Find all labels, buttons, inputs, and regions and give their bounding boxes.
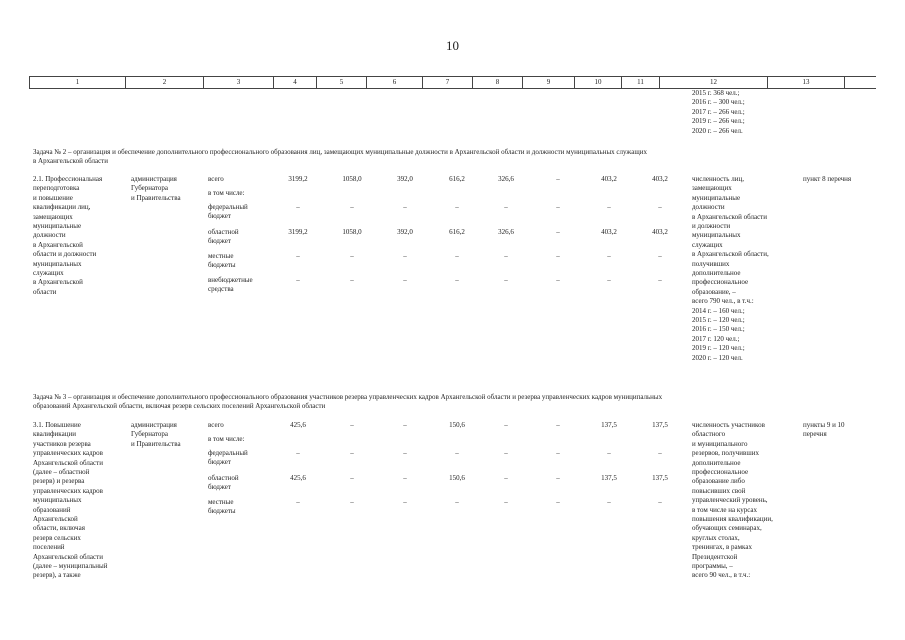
measure-name-line: области и должности: [33, 250, 97, 259]
indicator-line: 2016 г. – 150 чел.;: [692, 325, 745, 334]
header-cell-6: 6: [366, 77, 422, 88]
measure-name-line: управленческих кадров: [33, 486, 103, 495]
task-title-cont: в Архангельской области: [33, 157, 108, 165]
value-cell: 403,2: [652, 228, 668, 236]
measure-name-line: резерв), а также: [33, 571, 81, 580]
value-cell: –: [403, 498, 407, 506]
measure-name-line: 3.1. Повышение: [33, 421, 81, 429]
value-cell: 137,5: [601, 474, 617, 482]
indicator-line: повышения квалификации,: [692, 515, 773, 523]
indicator-line: обучающих семинарах,: [692, 524, 762, 533]
indicator-line: повысивших свой: [692, 486, 746, 495]
reference-line: пункты 9 и 10: [803, 421, 845, 429]
measure-name-line: (далее – областной: [33, 468, 90, 476]
value-cell: 403,2: [652, 175, 668, 183]
value-cell: –: [556, 228, 560, 236]
value-cell: –: [403, 276, 407, 284]
executor-line: администрация: [131, 421, 177, 429]
indicator-line: должности: [692, 203, 725, 212]
funding-source: бюджет: [208, 458, 231, 467]
indicator-line: 2019 г. – 266 чел.;: [692, 117, 745, 126]
indicator-line: муниципальных: [692, 231, 741, 240]
value-cell: –: [556, 498, 560, 506]
value-cell: –: [455, 498, 459, 506]
measure-name-line: должности: [33, 231, 66, 240]
value-cell: 616,2: [449, 175, 465, 183]
funding-source: всего: [208, 421, 224, 429]
value-cell: 137,5: [652, 474, 668, 482]
indicator-line: профессиональное: [692, 468, 749, 476]
funding-source: бюджет: [208, 483, 231, 492]
indicator-line: численность участников: [692, 421, 765, 429]
measure-name-line: резерв) и резерва: [33, 477, 85, 486]
header-cell-12: 12: [659, 77, 767, 88]
indicator-line: 2014 г. – 160 чел.;: [692, 306, 745, 315]
page-number: 10: [446, 38, 459, 53]
indicator-line: 2017 г. – 266 чел.;: [692, 107, 745, 116]
value-cell: –: [504, 421, 508, 429]
value-cell: 616,2: [449, 228, 465, 236]
header-cell-2: 2: [125, 77, 203, 88]
value-cell: 392,0: [397, 175, 413, 183]
indicator-line: 2019 г. – 120 чел.;: [692, 344, 745, 353]
header-cell-5: 5: [316, 77, 366, 88]
value-cell: 1058,0: [342, 175, 362, 183]
value-cell: –: [296, 276, 300, 284]
value-cell: –: [350, 498, 354, 506]
value-cell: –: [556, 474, 560, 482]
measure-name-line: замещающих: [33, 212, 73, 221]
measure-name-line: муниципальных: [33, 259, 82, 268]
value-cell: –: [403, 474, 407, 482]
indicator-line: получивших: [692, 259, 730, 268]
value-cell: –: [556, 449, 560, 457]
measure-name-line: квалификации: [33, 430, 76, 439]
header-cell-9: 9: [522, 77, 574, 88]
measure-name-line: Архангельской области: [33, 458, 103, 467]
funding-source: бюджет: [208, 212, 231, 221]
measure-name-line: и повышение: [33, 193, 73, 202]
measure-name-line: в Архангельской: [33, 240, 83, 249]
measure-name-line: Архангельской области: [33, 552, 103, 561]
indicator-line: 2015 г. – 120 чел.;: [692, 316, 745, 324]
value-cell: 403,2: [601, 228, 617, 236]
value-cell: 3199,2: [288, 175, 308, 183]
header-cell-3: 3: [203, 77, 273, 88]
value-cell: –: [455, 276, 459, 284]
measure-name-line: 2.1. Профессиональная: [33, 175, 103, 183]
header-cell-4: 4: [273, 77, 316, 88]
funding-source: областной: [208, 474, 239, 482]
value-cell: –: [504, 474, 508, 482]
value-cell: –: [403, 421, 407, 429]
value-cell: –: [403, 252, 407, 260]
value-cell: –: [455, 252, 459, 260]
indicator-line: 2020 г. – 266 чел.: [692, 126, 743, 135]
executor-line: Губернатора: [131, 184, 169, 193]
indicator-line: 2016 г. – 300 чел.;: [692, 98, 745, 107]
measure-name-line: образований: [33, 505, 71, 514]
value-cell: –: [350, 421, 354, 429]
value-cell: 137,5: [652, 421, 668, 429]
value-cell: –: [296, 449, 300, 457]
funding-source: бюджет: [208, 237, 231, 246]
indicator-line: в том числе на курсах: [692, 505, 757, 514]
header-cell-13: 13: [767, 77, 845, 88]
header-cell-1: 1: [29, 77, 125, 88]
funding-source: местные: [208, 252, 234, 260]
measure-name-line: муниципальные: [33, 222, 82, 230]
task-heading: [33, 393, 875, 411]
funding-source: внебюджетные: [208, 276, 253, 284]
measure-name-line: служащих: [33, 269, 64, 277]
measure-name-line: переподготовка: [33, 184, 80, 193]
measure-name-line: резерв сельских: [33, 533, 81, 542]
value-cell: –: [403, 449, 407, 457]
indicator-line: и муниципального: [692, 439, 748, 448]
measure-name-line: управленческих кадров: [33, 449, 103, 458]
indicator-line: муниципальные: [692, 193, 741, 202]
indicator-line: профессиональное: [692, 278, 749, 287]
value-cell: 403,2: [601, 175, 617, 183]
table-header-row: [29, 76, 876, 89]
indicator-line: резервов, получивших: [692, 449, 759, 458]
header-cell-8: 8: [472, 77, 522, 88]
funding-source: федеральный: [208, 203, 248, 211]
executor-line: и Правительства: [131, 193, 181, 202]
value-cell: 1058,0: [342, 228, 362, 236]
value-cell: –: [350, 449, 354, 457]
reference-line: пункт 8 перечня: [803, 175, 852, 183]
task-title: Задача № 3 – организация и обеспечение дополнительного профессионального образования участников резерва управленческих кадров Архангельской области и резерва управленческих кадров муниципальных: [33, 393, 663, 401]
header-cell-11: 11: [621, 77, 659, 88]
value-cell: 326,6: [498, 228, 514, 236]
reference-line: перечня: [803, 430, 827, 439]
value-cell: 326,6: [498, 175, 514, 183]
value-cell: –: [455, 203, 459, 211]
indicator-line: служащих: [692, 240, 723, 249]
value-cell: –: [556, 421, 560, 429]
value-cell: –: [504, 449, 508, 457]
value-cell: –: [350, 203, 354, 211]
value-cell: –: [504, 203, 508, 211]
value-cell: –: [504, 252, 508, 260]
value-cell: –: [350, 252, 354, 260]
measure-name-line: поселений: [33, 543, 65, 552]
funding-source: областной: [208, 228, 239, 236]
task-title-cont: образований Архангельской области, включая резерв сельских поселений Архангельской области: [33, 402, 326, 410]
value-cell: –: [658, 252, 662, 260]
executor-line: и Правительства: [131, 439, 181, 448]
task-heading: [33, 148, 875, 166]
task-title: Задача № 2 – организация и обеспечение дополнительного профессионального образования лиц, замещающих муниципальные должности в Архангельской области и должности муниципальных служащих: [33, 148, 647, 156]
measure-name-line: в Архангельской: [33, 278, 83, 287]
value-cell: –: [296, 498, 300, 506]
executor-line: администрация: [131, 175, 177, 183]
indicator-line: всего 790 чел., в т.ч.:: [692, 297, 754, 306]
value-cell: –: [658, 449, 662, 457]
executor-line: Губернатора: [131, 430, 169, 439]
measure-name-line: участников резерва: [33, 439, 91, 448]
funding-source: бюджеты: [208, 261, 236, 270]
funding-source: в том числе:: [208, 189, 245, 197]
indicator-line: 2015 г. 368 чел.;: [692, 89, 740, 97]
value-cell: –: [658, 203, 662, 211]
measure-name-line: квалификации лиц,: [33, 203, 91, 212]
measure-name-line: Архангельской: [33, 515, 78, 523]
indicator-line: в Архангельской области: [692, 212, 767, 221]
header-cell-10: 10: [574, 77, 621, 88]
value-cell: –: [556, 276, 560, 284]
value-cell: –: [296, 203, 300, 211]
funding-source: федеральный: [208, 449, 248, 457]
indicator-line: 2020 г. – 120 чел.: [692, 353, 743, 362]
value-cell: 3199,2: [288, 228, 308, 236]
value-cell: –: [296, 252, 300, 260]
indicator-line: образование либо: [692, 477, 745, 486]
value-cell: 392,0: [397, 228, 413, 236]
value-cell: –: [504, 498, 508, 506]
value-cell: 150,6: [449, 421, 465, 429]
indicator-line: управленческий уровень,: [692, 496, 768, 505]
funding-source: бюджеты: [208, 507, 236, 516]
measure-name-line: (далее – муниципальный: [33, 562, 108, 570]
indicator-line: тренингах, в рамках: [692, 543, 752, 552]
value-cell: –: [658, 276, 662, 284]
value-cell: 137,5: [601, 421, 617, 429]
value-cell: 425,6: [290, 421, 306, 429]
value-cell: –: [607, 498, 611, 506]
value-cell: –: [556, 203, 560, 211]
value-cell: –: [607, 449, 611, 457]
value-cell: 150,6: [449, 474, 465, 482]
indicator-line: образование, –: [692, 287, 736, 296]
indicator-line: дополнительное: [692, 269, 741, 277]
value-cell: –: [455, 449, 459, 457]
funding-source: в том числе:: [208, 435, 245, 443]
funding-source: местные: [208, 498, 234, 506]
indicator-line: 2017 г. 120 чел.;: [692, 334, 740, 343]
indicator-line: дополнительное: [692, 458, 741, 467]
indicator-line: программы, –: [692, 562, 733, 570]
indicator-line: круглых столах,: [692, 533, 740, 542]
value-cell: –: [504, 276, 508, 284]
value-cell: –: [556, 252, 560, 260]
funding-source: всего: [208, 175, 224, 183]
measure-name-line: области, включая: [33, 524, 85, 533]
value-cell: –: [607, 276, 611, 284]
value-cell: –: [403, 203, 407, 211]
header-cell-7: 7: [422, 77, 472, 88]
indicator-line: всего 90 чел., в т.ч.:: [692, 571, 751, 580]
value-cell: –: [556, 175, 560, 183]
measure-name-line: муниципальных: [33, 496, 82, 505]
value-cell: 425,6: [290, 474, 306, 482]
value-cell: –: [658, 498, 662, 506]
funding-source: средства: [208, 285, 234, 294]
indicator-line: Президентской: [692, 552, 738, 561]
value-cell: –: [350, 276, 354, 284]
indicator-line: численность лиц,: [692, 175, 744, 183]
indicator-line: областного: [692, 430, 726, 439]
indicator-line: и должности: [692, 222, 731, 230]
indicator-line: в Архангельской области,: [692, 250, 769, 259]
value-cell: –: [350, 474, 354, 482]
value-cell: –: [607, 252, 611, 260]
indicator-line: замещающих: [692, 184, 732, 193]
measure-name-line: области: [33, 287, 57, 296]
value-cell: –: [607, 203, 611, 211]
